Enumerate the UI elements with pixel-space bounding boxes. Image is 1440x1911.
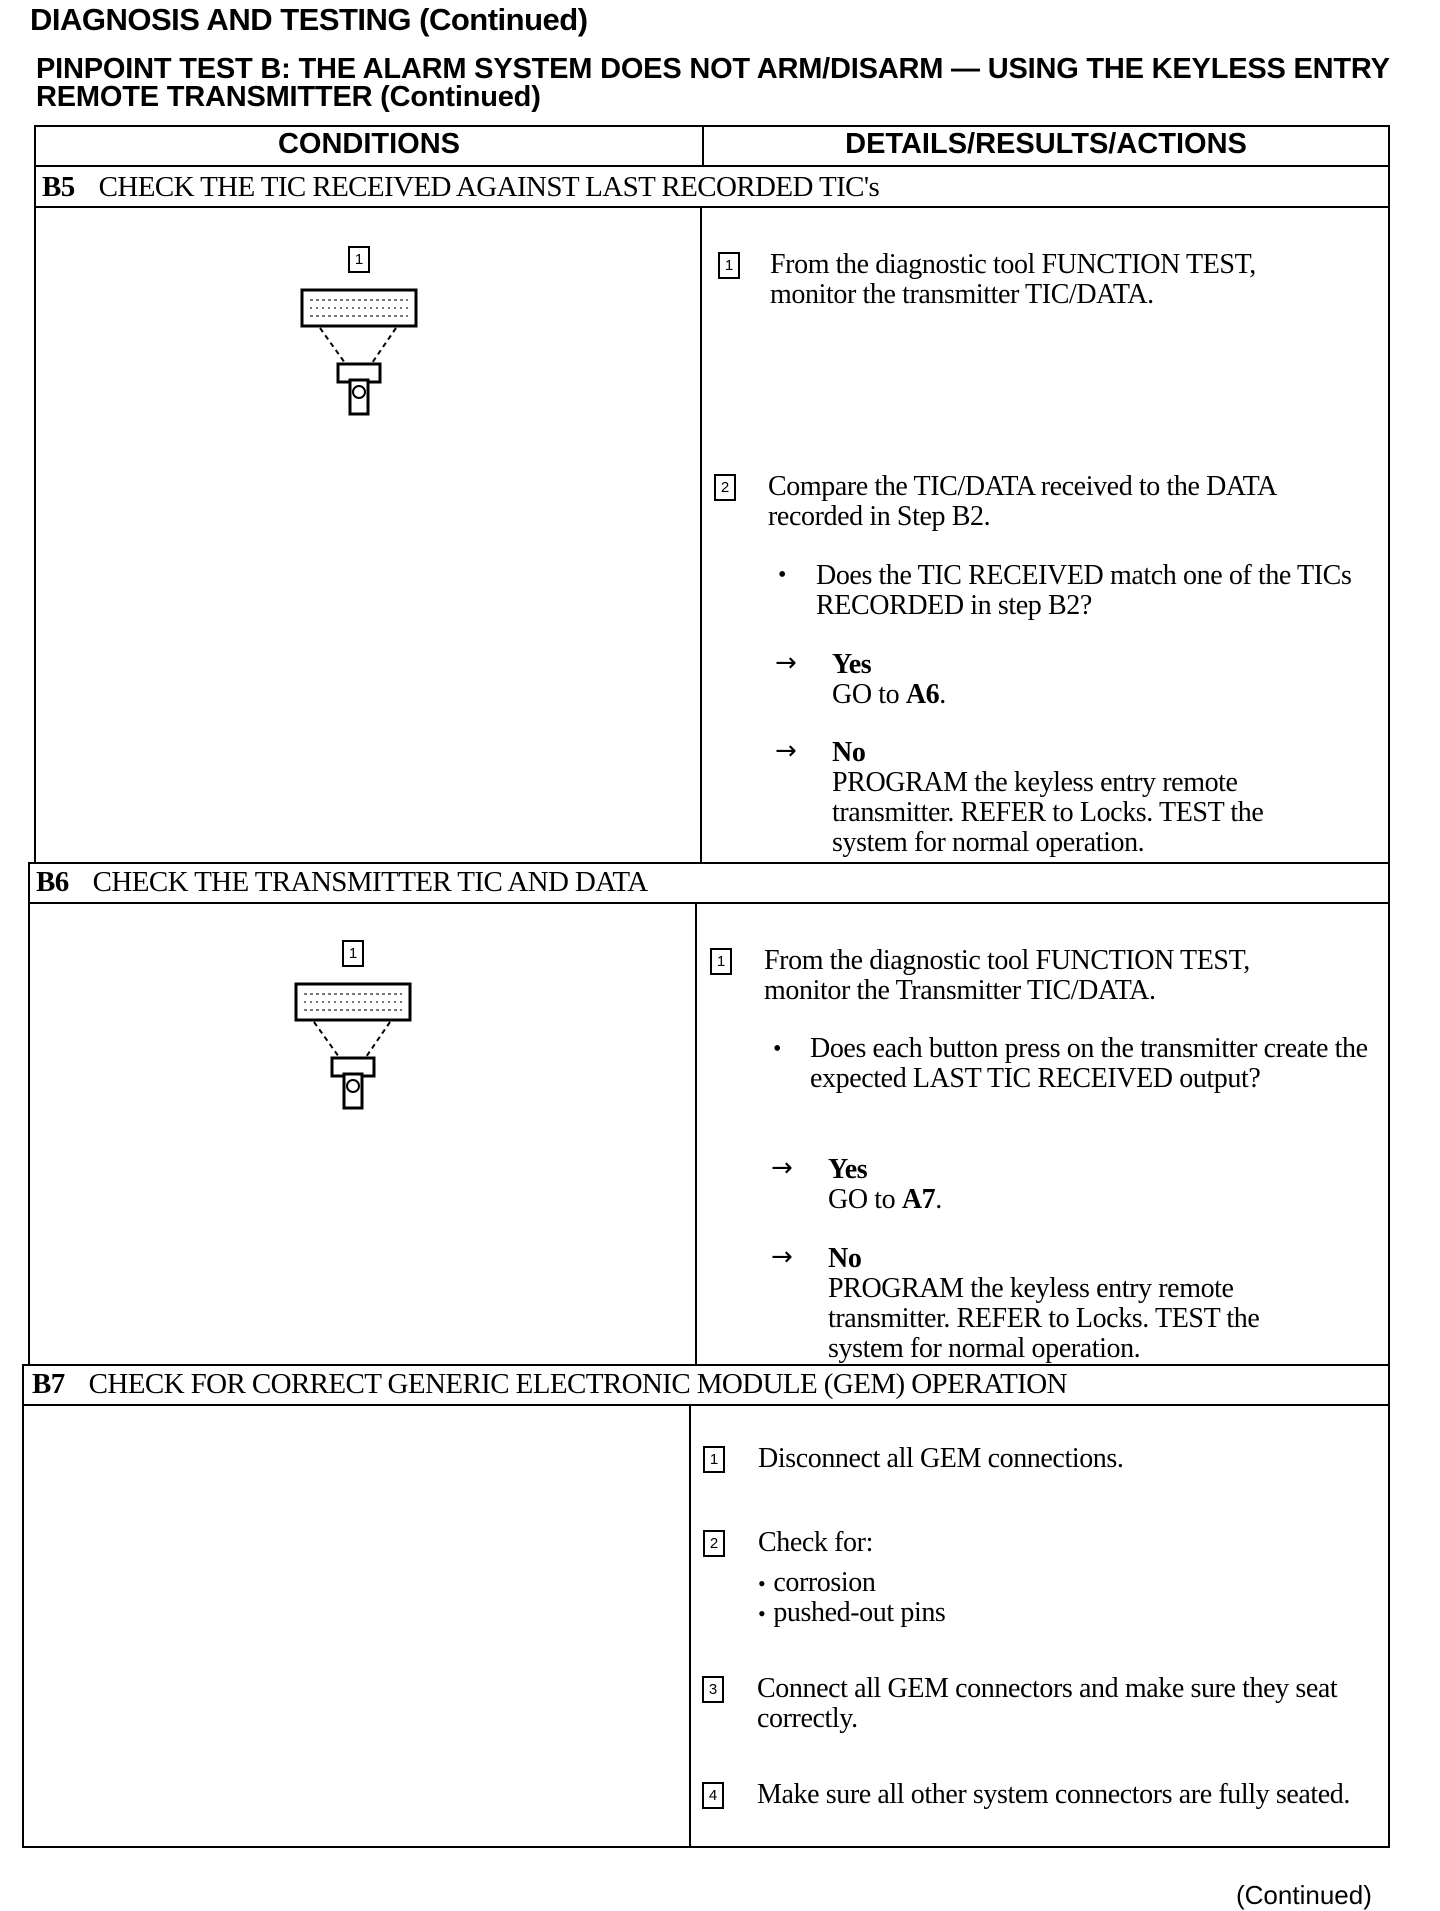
b7-step-3-text: Connect all GEM connectors and make sure they seat correctly.: [757, 1673, 1338, 1734]
b5-question-bullet: •: [778, 562, 787, 588]
b6-step-1-text: From the diagnostic tool FUNCTION TEST, monitor the Transmitter TIC/DATA.: [764, 945, 1250, 1006]
b6-title-top-border: [28, 862, 1390, 864]
b5-yes-label: Yes: [832, 649, 872, 680]
conditions-header: CONDITIONS: [277, 128, 461, 160]
b5-no-action: PROGRAM the keyless entry remote transmitter. REFER to Locks. TEST the system for normal operation.: [832, 767, 1264, 858]
b7-column-divider: [689, 1404, 691, 1848]
b7-step-4-text: Make sure all other system connectors are fully seated.: [757, 1779, 1351, 1810]
b5-step-title: CHECK THE TIC RECEIVED AGAINST LAST RECORDED TIC's: [98, 171, 880, 203]
b5-step-1-box: 1: [718, 252, 740, 279]
b5-step-id: B5: [42, 171, 75, 203]
b7-step-title: CHECK FOR CORRECT GENERIC ELECTRONIC MODULE (GEM) OPERATION: [88, 1368, 1067, 1400]
b6-yes-label: Yes: [828, 1154, 868, 1185]
b5-question: Does the TIC RECEIVED match one of the TICs RECORDED in step B2?: [816, 560, 1352, 621]
b5-yes-go: GO to: [832, 679, 900, 710]
pinpoint-test-title: PINPOINT TEST B: THE ALARM SYSTEM DOES NOT ARM/DISARM — USING THE KEYLESS ENTRY REMOTE TRANSMITTER (Continued): [36, 53, 1390, 113]
table-left-border-lower: [22, 1364, 24, 1848]
b7-step-3-box: 3: [702, 1676, 724, 1703]
b6-no-action: PROGRAM the keyless entry remote transmitter. REFER to Locks. TEST the system for normal operation.: [828, 1273, 1260, 1364]
b6-yes-action: GO to A7.: [828, 1184, 942, 1215]
b5-section-title: [42, 171, 879, 204]
b6-step-id: B6: [36, 866, 69, 898]
b5-no-label: No: [832, 737, 866, 768]
b5-step-2-box: 2: [714, 474, 736, 501]
table-left-border-upper: [34, 125, 36, 864]
b6-yes-go: GO to: [828, 1184, 896, 1215]
page-title: DIAGNOSIS AND TESTING (Continued): [30, 2, 588, 37]
scan-tool-icon: [300, 288, 420, 418]
b7-check-item: • corrosion: [758, 1567, 876, 1598]
b7-step-4-box: 4: [702, 1782, 724, 1809]
b5-yes-action: GO to A6.: [832, 679, 946, 710]
b5-step-2-text: Compare the TIC/DATA received to the DATA recorded in Step B2.: [768, 471, 1276, 532]
b5-yes-arrow: →: [775, 648, 797, 678]
table-right-border: [1388, 125, 1390, 1848]
b5-yes-target: A6: [905, 679, 940, 710]
b6-step-1-box: 1: [710, 948, 732, 975]
b6-condition-step-box: 1: [342, 940, 364, 967]
b7-section-title: [32, 1368, 1067, 1401]
b6-yes-target: A7: [901, 1184, 936, 1215]
b7-title-bottom-border: [22, 1404, 1390, 1406]
b6-section-title: [36, 866, 648, 899]
b7-step-1-box: 1: [703, 1446, 725, 1473]
b6-title-bottom-border: [28, 902, 1390, 904]
b5-step-1-text: From the diagnostic tool FUNCTION TEST, monitor the transmitter TIC/DATA.: [770, 249, 1256, 310]
b7-step-2-box: 2: [703, 1530, 725, 1557]
scan-tool-icon: [294, 982, 414, 1112]
b7-title-top-border: [22, 1364, 1390, 1366]
table-bottom-border: [22, 1846, 1390, 1848]
b6-column-divider: [695, 902, 697, 1366]
continued-label: (Continued): [1236, 1880, 1372, 1910]
details-header: DETAILS/RESULTS/ACTIONS: [845, 128, 1247, 160]
b7-step-1-text: Disconnect all GEM connections.: [758, 1443, 1124, 1474]
b5-condition-step-box: 1: [348, 246, 370, 273]
b5-no-arrow: →: [775, 736, 797, 766]
b6-question: Does each button press on the transmitter create the expected LAST TIC RECEIVED output?: [810, 1033, 1368, 1094]
b6-step-title: CHECK THE TRANSMITTER TIC AND DATA: [92, 866, 648, 898]
table-top-border: [34, 125, 1390, 127]
table-left-border-middle: [28, 862, 30, 1366]
b6-no-label: No: [828, 1243, 862, 1274]
b7-step-id: B7: [32, 1368, 65, 1400]
b5-column-divider: [700, 206, 702, 864]
b7-step-2-text: Check for:: [758, 1527, 873, 1558]
b6-no-arrow: →: [771, 1242, 793, 1272]
b6-question-bullet: •: [773, 1036, 782, 1062]
b5-title-bottom-border: [34, 206, 1390, 208]
b6-yes-arrow: →: [771, 1153, 793, 1183]
header-bottom-border: [34, 165, 1390, 167]
b7-check-item: • pushed-out pins: [758, 1597, 946, 1628]
